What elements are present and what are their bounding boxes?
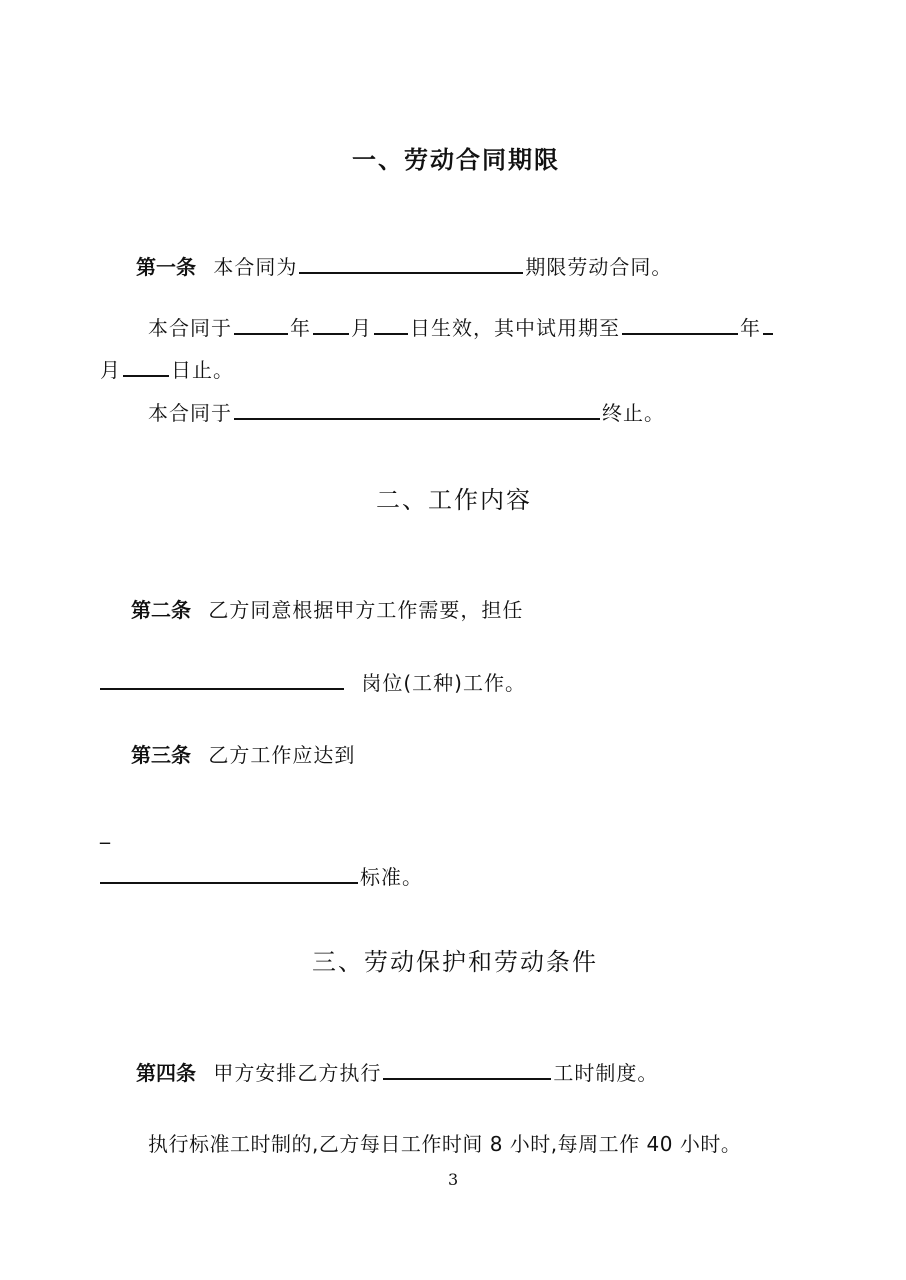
section-heading-2: 二、工作内容 [376,486,532,514]
article-1-text-b: 期限劳动合同。 [525,255,673,279]
article-2-post-line [100,668,526,697]
work-standard-blank[interactable] [100,862,358,884]
working-hours-system-blank[interactable] [383,1058,551,1080]
probation-year-blank[interactable] [622,313,738,335]
post-position-blank[interactable] [100,668,344,690]
termination-line [148,398,665,427]
effective-month-blank[interactable] [313,313,349,335]
effective-day-blank[interactable] [374,313,408,335]
article-2-post: 岗位(工种)工作。 [361,671,526,695]
page-number: 3 [448,1170,459,1189]
standard-hours-line: 执行标准工时制的,乙方每日工作时间 8 小时,每周工作 40 小时。 [148,1132,742,1156]
article-1 [136,252,672,281]
effective-text-a: 本合同于 [148,316,232,340]
section-heading-3: 三、劳动保护和劳动条件 [312,948,598,976]
article-4-text-a: 甲方安排乙方执行 [213,1061,382,1085]
effective-text-d: 日生效，其中试用期至 [410,316,620,340]
probation-day-blank[interactable] [123,355,169,377]
article-3-stray-mark: _ [100,820,111,844]
contract-term-type-blank[interactable] [299,252,523,274]
effective-date-line-2 [100,355,234,384]
article-2-label: 第二条 [131,598,191,622]
article-4 [136,1058,658,1087]
article-1-text-a: 本合同为 [213,255,298,279]
article-2-text: 乙方同意根据甲方工作需要，担任 [208,598,524,622]
termination-text-a: 本合同于 [148,401,232,425]
article-2 [131,596,523,624]
article-3-label: 第三条 [131,743,191,767]
effective-date-line [148,313,775,342]
article-4-text-b: 工时制度。 [553,1061,659,1085]
section-heading-1: 一、劳动合同期限 [352,146,560,174]
effective-year-blank[interactable] [234,313,288,335]
effective-month-label: 月 [351,316,372,340]
probation-month-blank[interactable] [763,313,773,335]
article-1-label: 第一条 [136,255,196,279]
effective-year-label: 年 [290,316,311,340]
probation-month-label: 月 [100,358,121,382]
termination-text-b: 终止。 [602,401,665,425]
article-3-post-line [100,862,423,891]
article-3-post: 标准。 [360,865,423,889]
article-3-text: 乙方工作应达到 [208,743,356,767]
probation-end-text: 日止。 [171,358,234,382]
probation-year-label: 年 [740,316,761,340]
article-3 [131,741,355,769]
termination-blank[interactable] [234,398,600,420]
article-4-label: 第四条 [136,1061,196,1085]
